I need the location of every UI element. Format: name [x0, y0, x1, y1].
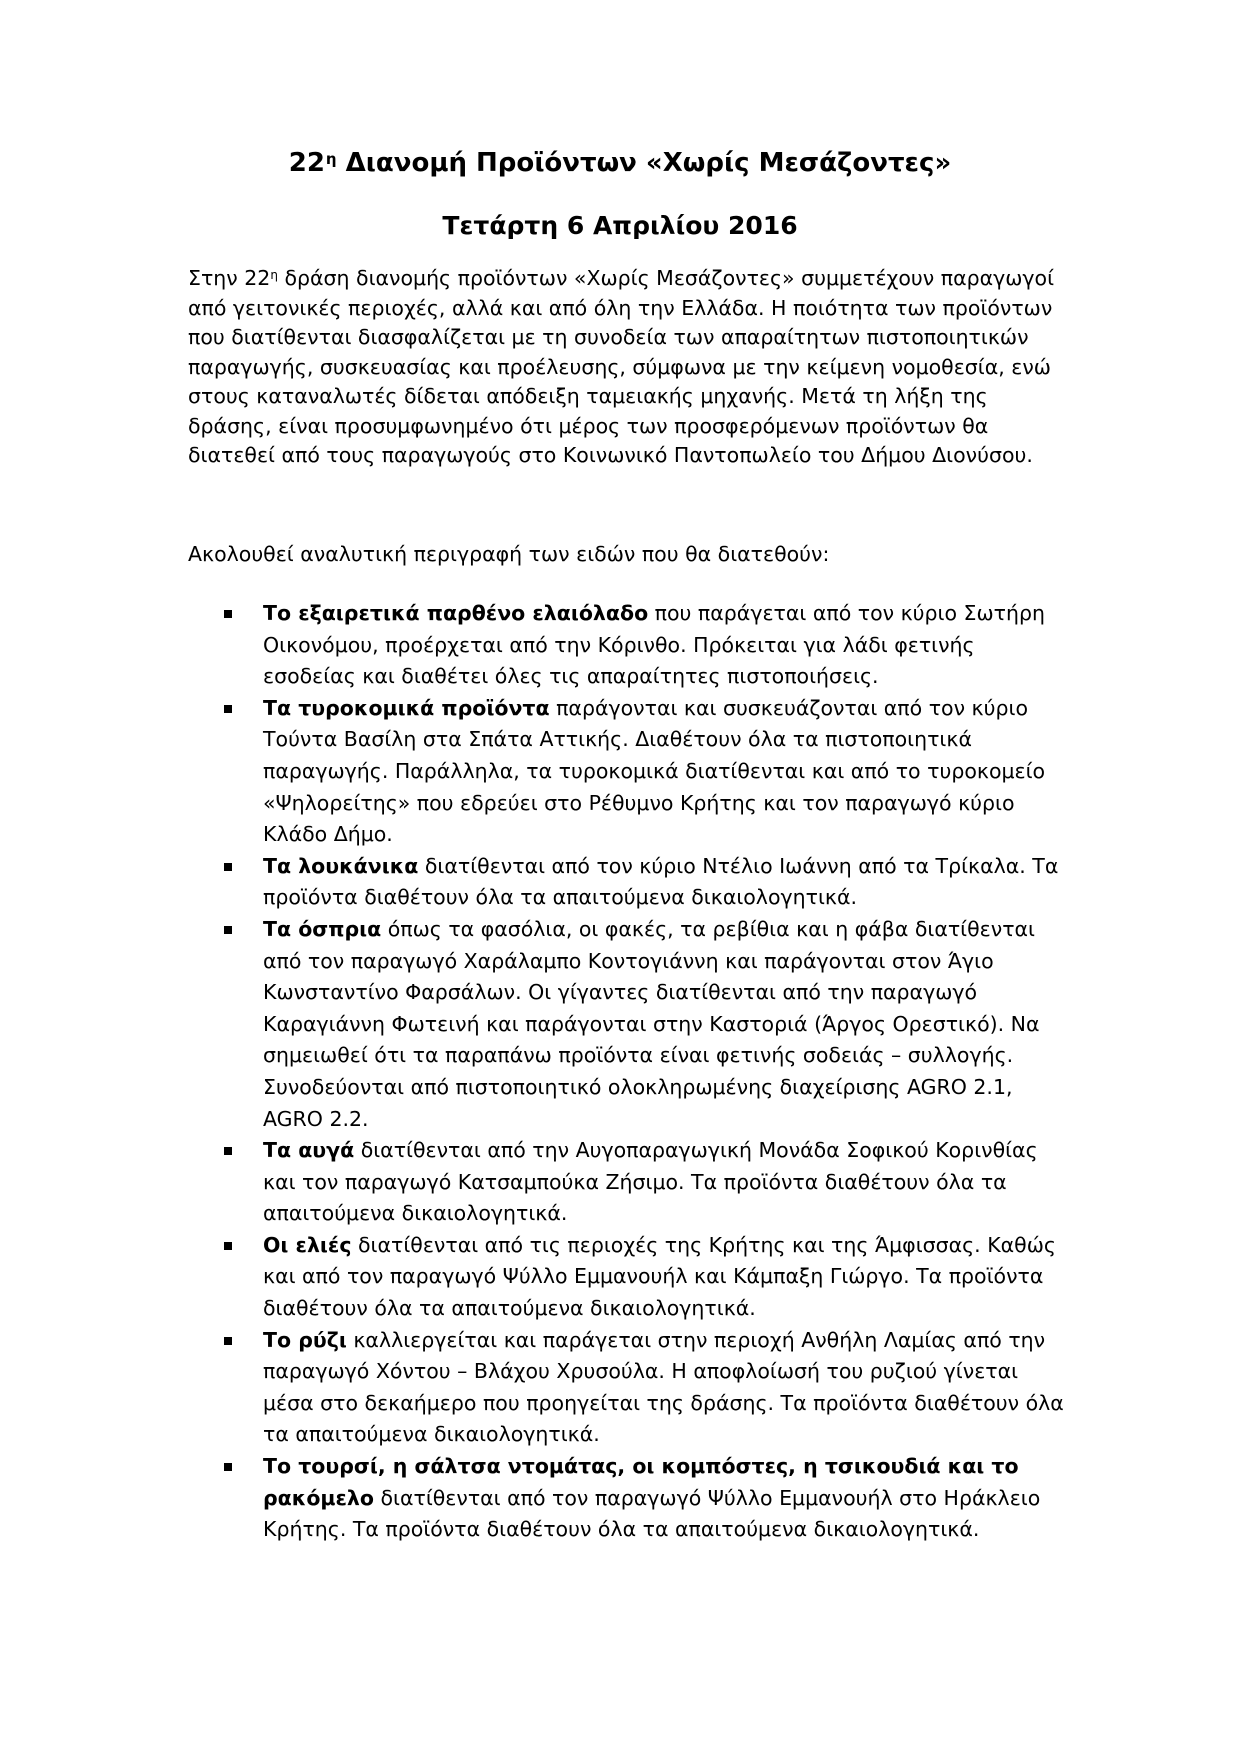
product-list: [188, 598, 1068, 1546]
title-superscript: η: [325, 150, 337, 168]
intro-start: Στην 22: [188, 266, 271, 290]
item-description: διατίθενται από την Αυγοπαραγωγική Μονάδα Σοφικού Κορινθίας και τον παραγωγό Κατσαμπούκα Ζήσιμο. Τα προϊόντα διαθέτουν όλα τα απαιτούμενα δικαιολογητικά.: [263, 1138, 1038, 1226]
title-number: 22: [288, 148, 325, 178]
page-title: [0, 146, 1240, 180]
item-heading: Το ρύζι: [263, 1327, 347, 1352]
intro-superscript: η: [270, 268, 278, 282]
list-item: [188, 851, 1068, 914]
list-item: [188, 1325, 1068, 1451]
item-description: όπως τα φασόλια, οι φακές, τα ρεβίθια και η φάβα διατίθενται από τον παραγωγό Χαράλαμπο Κοντογιάννη και παράγονται στον Άγιο Κωνσταντίνο Φαρσάλων. Οι γίγαντες διατίθενται από την παραγωγό Καραγιάννη Φωτεινή και παράγονται στην Καστοριά (Άργος Ορεστικό). Να σημειωθεί ότι τα παραπάνω προϊόντα είναι φετινής σοδειάς – συλλογής. Συνοδεύονται από πιστοποιητικό ολοκληρωμένης διαχείρισης AGRO 2.1, AGRO 2.2.: [263, 916, 1040, 1131]
list-item: [188, 1135, 1068, 1230]
list-intro: Ακολουθεί αναλυτική περιγραφή των ειδών που θα διατεθούν:: [188, 542, 830, 566]
item-heading: Τα αυγά: [263, 1138, 355, 1163]
item-description: καλλιεργείται και παράγεται στην περιοχή Ανθήλη Λαμίας από την παραγωγό Χόντου – Βλάχου Χρυσούλα. Η αποφλοίωσή του ρυζιού γίνεται μέσα στο δεκαήμερο που προηγείται της δράσης. Τα προϊόντα διαθέτουν όλα τα απαιτούμενα δικαιολογητικά.: [263, 1327, 1064, 1447]
list-item: [188, 693, 1068, 851]
item-heading: Τα όσπρια: [263, 916, 382, 941]
item-description: παράγονται και συσκευάζονται από τον κύριο Τούντα Βασίλη στα Σπάτα Αττικής. Διαθέτουν όλα τα πιστοποιητικά παραγωγής. Παράλληλα, τα τυροκομικά διατίθενται και από το τυροκομείο «Ψηλορείτης» που εδρεύει στο Ρέθυμνο Κρήτης και τον παραγωγό κύριο Κλάδο Δήμο.: [263, 695, 1046, 847]
item-heading: Τα τυροκομικά προϊόντα: [263, 695, 550, 720]
item-description: διατίθενται από τον παραγωγό Ψύλλο Εμμανουήλ στο Ηράκλειο Κρήτης. Τα προϊόντα διαθέτουν όλα τα απαιτούμενα δικαιολογητικά.: [263, 1485, 1041, 1542]
item-description: που παράγεται από τον κύριο Σωτήρη Οικονόμου, προέρχεται από την Κόρινθο. Πρόκειται για λάδι φετινής εσοδείας και διαθέτει όλες τις απαραίτητες πιστοποιήσεις.: [263, 601, 1046, 689]
item-description: διατίθενται από τις περιοχές της Κρήτης και της Άμφισσας. Καθώς και από τον παραγωγό Ψύλλο Εμμανουήλ και Κάμπαξη Γιώργο. Τα προϊόντα διαθέτουν όλα τα απαιτούμενα δικαιολογητικά.: [263, 1232, 1056, 1321]
square-bullet-icon: [224, 1242, 232, 1250]
page-date: Τετάρτη 6 Απριλίου 2016: [442, 211, 798, 240]
intro-rest: δράση διανομής προϊόντων «Χωρίς Μεσάζοντες» συμμετέχουν παραγωγοί από γειτονικές περιοχές, αλλά και από όλη την Ελλάδα. Η ποιότητα των προϊόντων που διατίθενται διασφαλίζεται με τη συνοδεία των απαραίτητων πιστοποιητικών παραγωγής, συσκευασίας και προέλευσης, σύμφωνα με την κείμενη νομοθεσία, ενώ στους καταναλωτές δίδεται απόδειξη ταμειακής μηχανής. Μετά τη λήξη της δράσης, είναι προσυμφωνημένο ότι μέρος των προσφερόμενων προϊόντων θα διατεθεί από τους παραγωγούς στο Κοινωνικό Παντοπωλείο του Δήμου Διονύσου.: [188, 266, 1055, 467]
square-bullet-icon: [224, 1147, 232, 1155]
list-item: [188, 1451, 1068, 1546]
item-heading: Τα λουκάνικα: [263, 853, 419, 878]
square-bullet-icon: [224, 1463, 232, 1471]
square-bullet-icon: [224, 926, 232, 934]
item-heading: Το τουρσί, η σάλτσα ντομάτας, οι κομπόστες, η τσικουδιά και το ρακόμελο: [263, 1454, 1019, 1510]
item-heading: Το εξαιρετικά παρθένο ελαιόλαδο: [263, 601, 649, 625]
square-bullet-icon: [224, 863, 232, 871]
list-item: [188, 914, 1068, 1135]
list-item: [188, 598, 1068, 693]
square-bullet-icon: [224, 705, 232, 713]
title-text: Διανομή Προϊόντων «Χωρίς Μεσάζοντες»: [336, 148, 952, 178]
list-item: [188, 1230, 1068, 1325]
intro-paragraph: [188, 264, 1068, 471]
square-bullet-icon: [224, 1337, 232, 1345]
item-heading: Οι ελιές: [263, 1232, 352, 1257]
item-description: διατίθενται από τον κύριο Ντέλιο Ιωάννη από τα Τρίκαλα. Τα προϊόντα διαθέτουν όλα τα απαιτούμενα δικαιολογητικά.: [263, 853, 1059, 910]
square-bullet-icon: [224, 610, 232, 618]
